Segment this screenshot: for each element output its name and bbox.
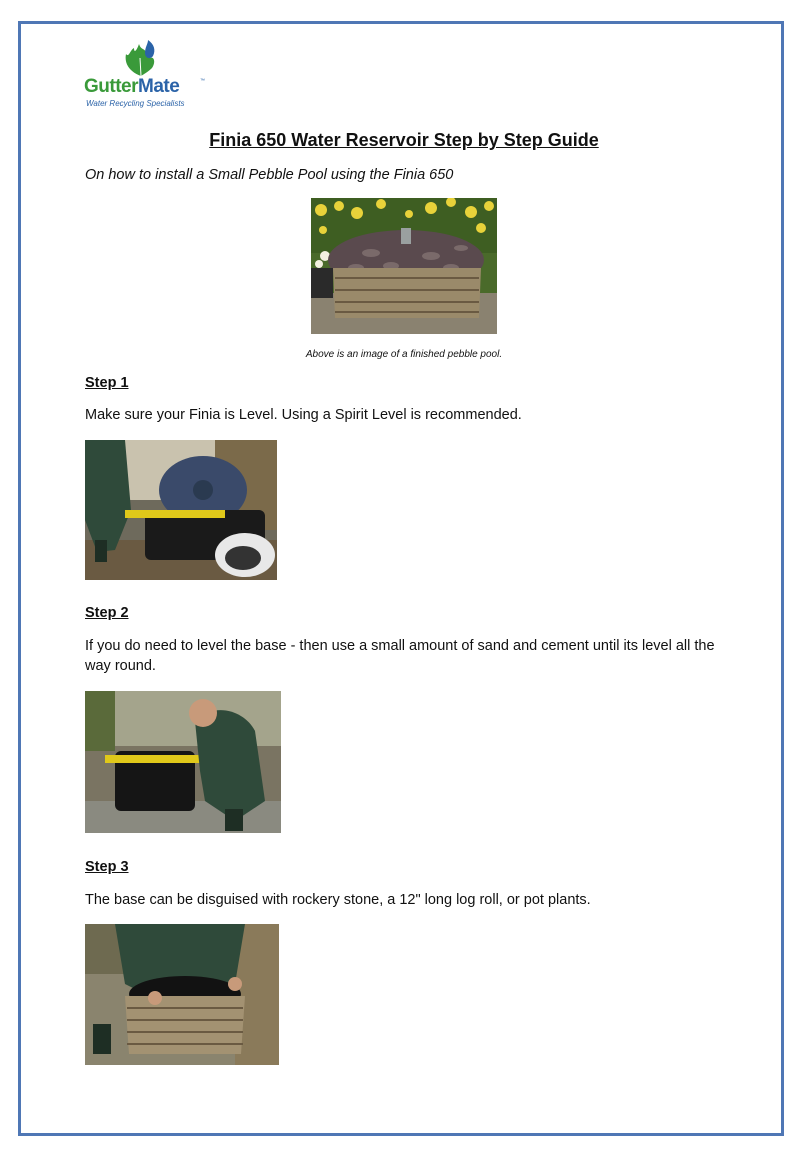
- page-title: Finia 650 Water Reservoir Step by Step Guide: [209, 130, 599, 150]
- step-3-text: The base can be disguised with rockery stone, a 12" long log roll, or pot plants.: [85, 892, 591, 908]
- step-2-image: [85, 691, 281, 833]
- hero-caption: Above is an image of a finished pebble pool.: [305, 349, 503, 360]
- guttermate-logo: [84, 38, 206, 112]
- step-3-image: [85, 924, 279, 1065]
- step-2-heading: Step 2: [85, 605, 129, 621]
- pebble-pool-image: [311, 198, 497, 334]
- brand-tagline: Water Recycling Specialists: [86, 99, 185, 108]
- step-1-image: [85, 440, 277, 580]
- page-subtitle: On how to install a Small Pebble Pool using the Finia 650: [85, 167, 454, 183]
- step-3-heading: Step 3: [85, 859, 129, 875]
- brand-name: GutterMate: [84, 76, 180, 97]
- step-2-text: If you do need to level the base - then use a small amount of sand and cement until its level all the way round.: [85, 638, 715, 674]
- oak-leaf-icon: [120, 38, 162, 78]
- step-1-text: Make sure your Finia is Level. Using a Spirit Level is recommended.: [85, 407, 522, 423]
- step-1-heading: Step 1: [85, 375, 129, 391]
- trademark: ™: [200, 78, 205, 84]
